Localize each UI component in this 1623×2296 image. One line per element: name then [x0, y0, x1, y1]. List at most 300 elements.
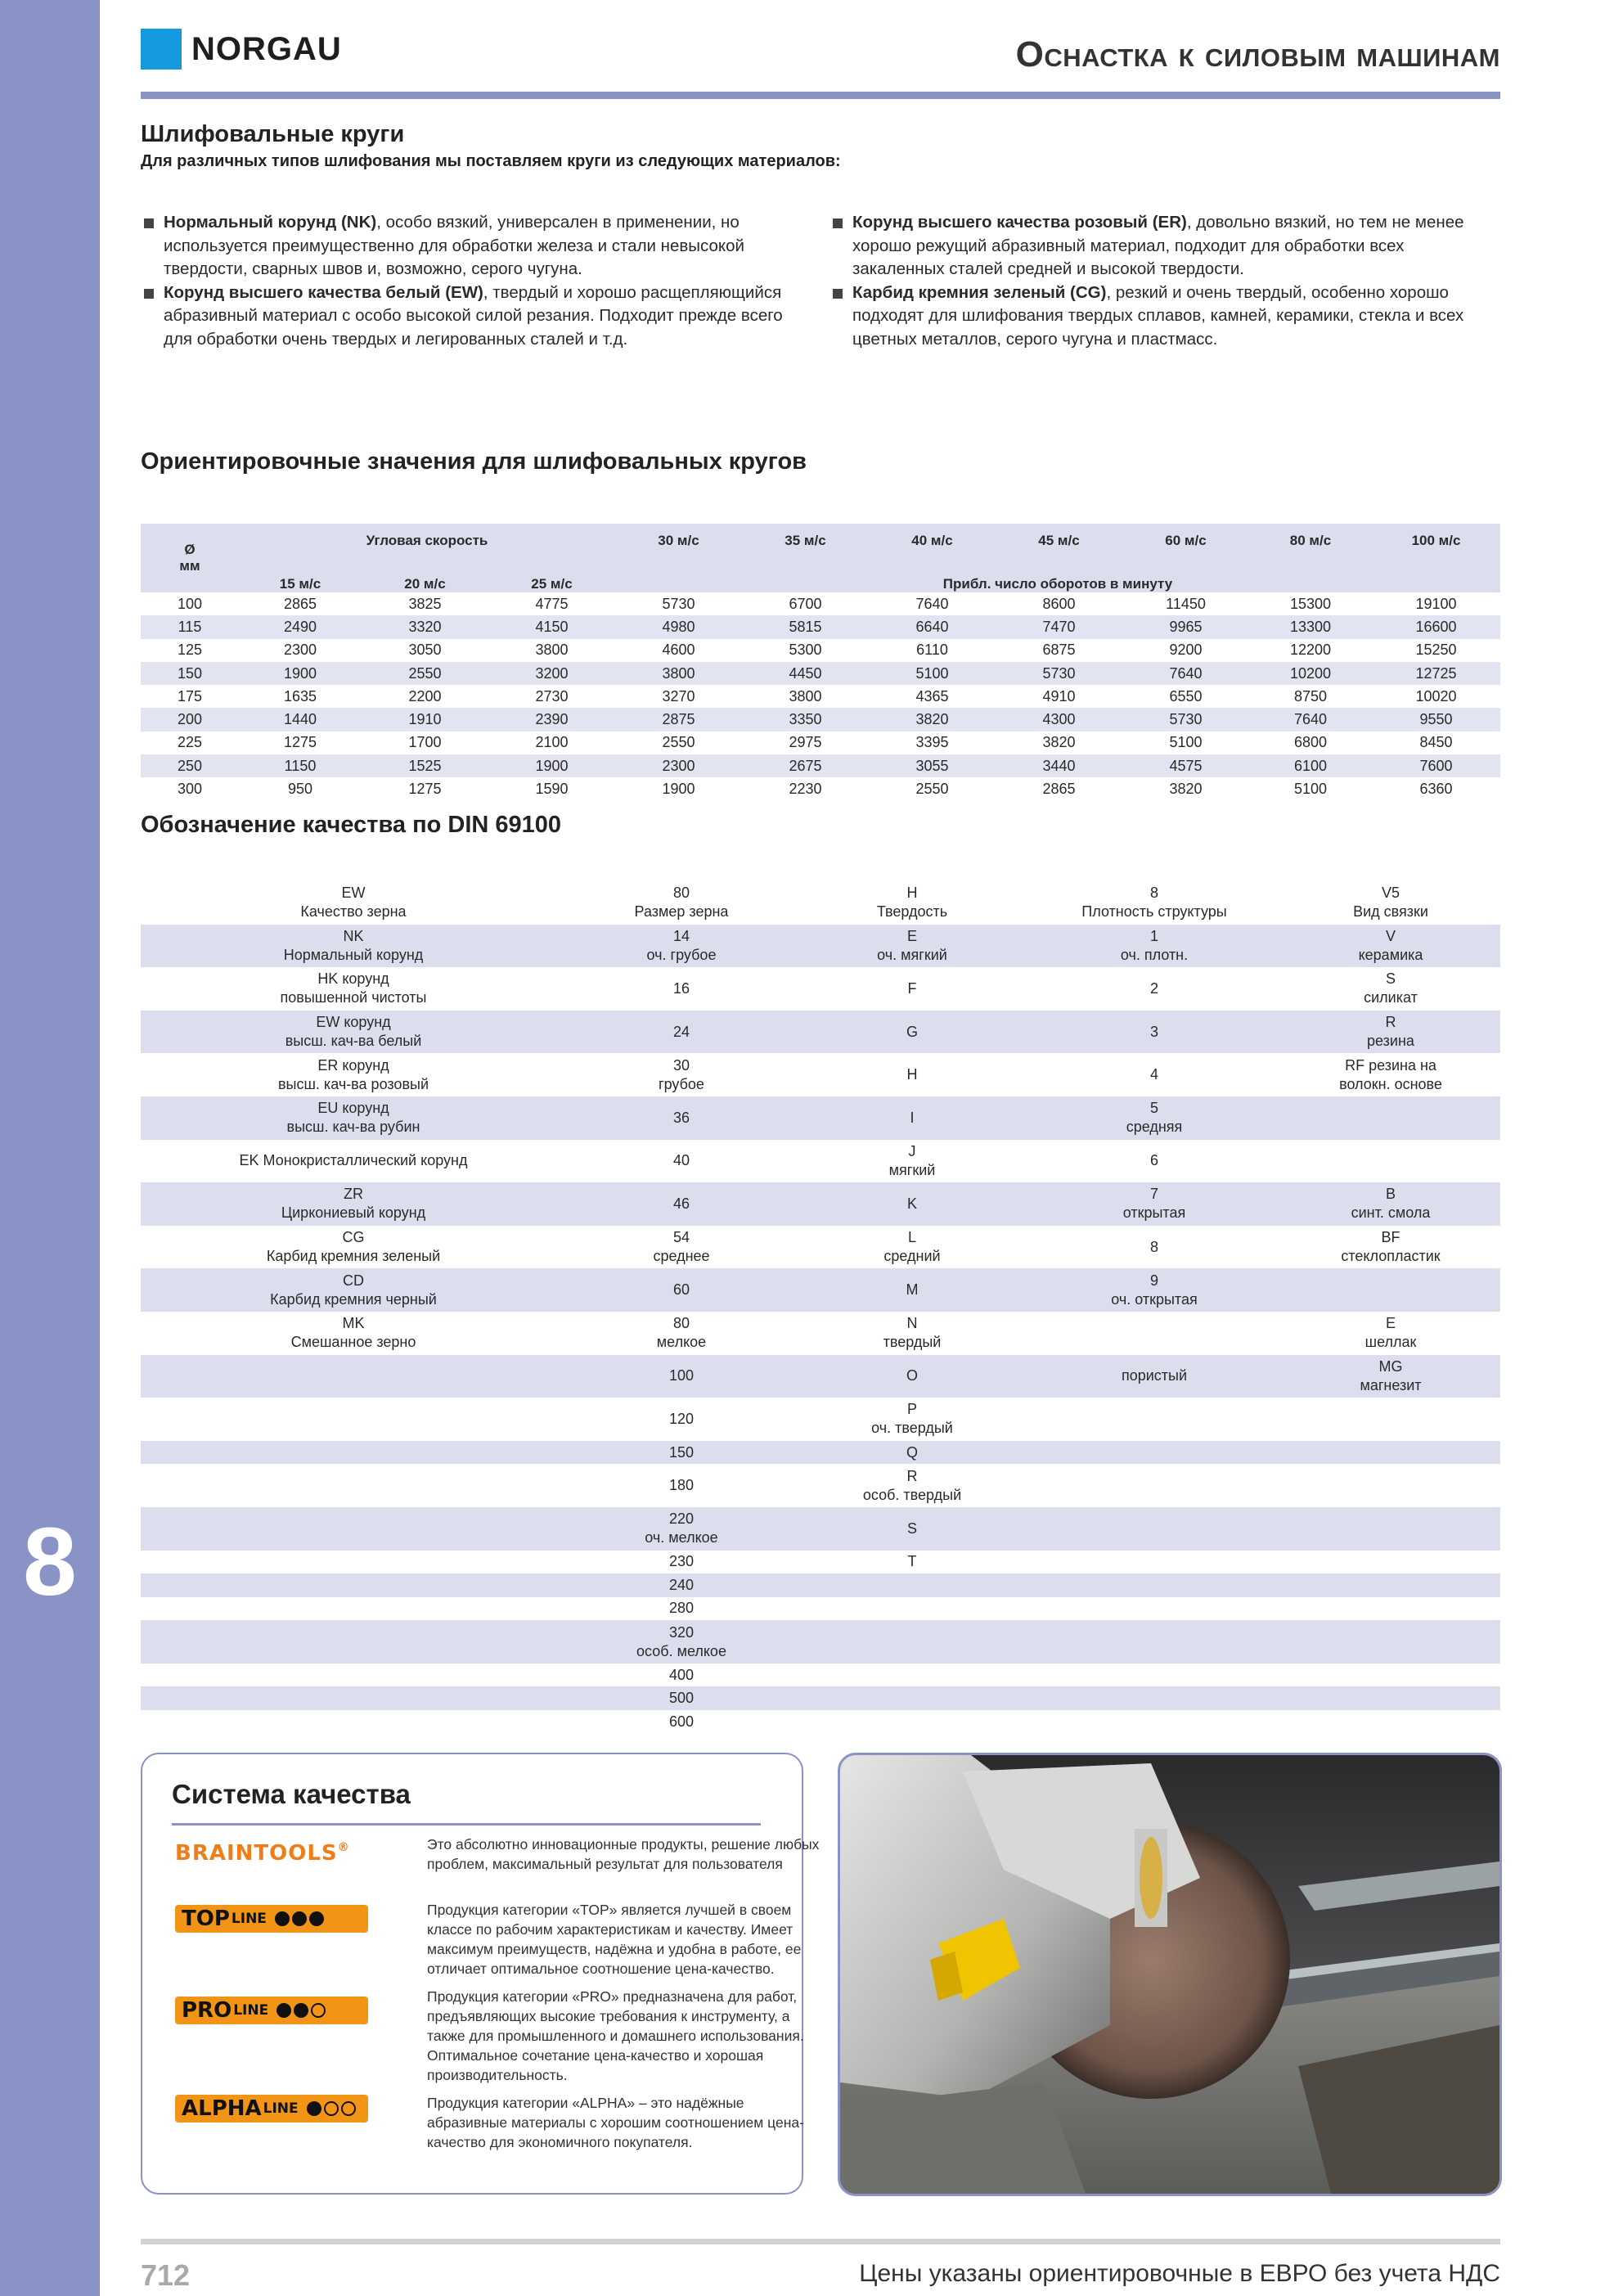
table-row [141, 615, 1500, 638]
structure-cell [1027, 1507, 1281, 1551]
table-row [141, 1182, 1500, 1226]
rpm-cell: 2100 [535, 734, 569, 751]
structure-cell: пористый [1027, 1355, 1281, 1398]
rpm-cell: 15300 [1289, 595, 1332, 612]
grain-size-cell: 100 [566, 1355, 797, 1398]
hardness-cell [797, 1686, 1027, 1710]
rpm-cell: 4980 [615, 615, 742, 638]
bond-cell [1281, 1597, 1500, 1621]
bond-cell: R резина [1281, 1011, 1500, 1054]
grain-size-cell: 24 [566, 1011, 797, 1054]
rpm-cell: 6360 [1419, 781, 1453, 798]
rpm-cell: 7600 [1372, 754, 1500, 777]
hardness-cell: I [797, 1096, 1027, 1140]
bullet-square-icon [833, 218, 843, 228]
hardness-cell: T [907, 1553, 917, 1570]
structure-cell [1027, 1663, 1281, 1687]
bond-cell [1281, 1663, 1500, 1687]
diameter-cell: 300 [177, 781, 203, 798]
rpm-cell: 7640 [1249, 708, 1372, 731]
rpm-cell: 5815 [742, 615, 869, 638]
rpm-cell: 4600 [662, 642, 695, 659]
rpm-cell: 5100 [1293, 781, 1328, 798]
rpm-cell: 3055 [869, 754, 996, 777]
quality-system-box [141, 1753, 820, 2195]
rpm-cell: 5730 [996, 662, 1122, 685]
structure-cell [1027, 1686, 1281, 1710]
quality-text: Продукция категории «TOP» является лучшей в своем классе по рабочим характеристикам и качеству. Имеет максимум преимуществ, надёжна и удобна в работе, ее отличает оптимальное соотношение цена-качество. [427, 1902, 802, 1977]
rpm-cell: 1700 [408, 734, 442, 751]
quality-title: Система качества [172, 1779, 411, 1809]
rpm-cell: 1275 [408, 781, 442, 798]
material-bullet: Нормальный корунд (NK), особо вязкий, универсален в применении, но используется преимущественно для обработки железа и стали невысокой твердости, сварных швов и, возможно, серого чугуна. [141, 211, 812, 281]
hardness-cell [797, 1573, 1027, 1597]
grain-quality-cell [141, 1441, 566, 1465]
rpm-cell: 1150 [239, 754, 362, 777]
grain-quality-cell [141, 1573, 566, 1597]
rpm-cell: 1900 [239, 662, 362, 685]
rpm-cell: 6800 [1293, 734, 1328, 751]
table-row [141, 1053, 1500, 1096]
structure-cell: 9 оч. открытая [1027, 1268, 1281, 1312]
rpm-cell: 6875 [1042, 642, 1076, 659]
rpm-cell: 9550 [1372, 708, 1500, 731]
rpm-cell: 3825 [408, 595, 442, 612]
header-divider [141, 92, 1500, 99]
grain-size-cell: 80 мелкое [656, 1315, 707, 1351]
rpm-cell: 4150 [488, 615, 615, 638]
table-row [141, 1464, 1500, 1507]
hardness-cell: S [797, 1507, 1027, 1551]
bond-cell: E шеллак [1364, 1315, 1417, 1351]
rating-dot-icon [292, 1911, 307, 1926]
brand-logo [141, 29, 342, 70]
speed-header: 40 м/с [869, 524, 996, 558]
grain-quality-cell [141, 1464, 566, 1507]
structure-cell [1027, 1573, 1281, 1597]
rpm-cell: 12725 [1372, 662, 1500, 685]
rating-dot-icon [307, 2101, 321, 2116]
diameter-cell: 115 [141, 615, 239, 638]
rpm-cell: 4910 [1042, 687, 1076, 705]
rating-dot-icon [324, 2101, 339, 2116]
rating-dot-icon [311, 2003, 326, 2018]
rpm-cell: 7640 [1122, 662, 1249, 685]
grain-size-cell: 30 грубое [659, 1056, 704, 1092]
grain-quality-cell [141, 1355, 566, 1398]
grain-quality-cell: EU корунд высш. кач-ва рубин [141, 1096, 566, 1140]
rpm-cell: 2390 [488, 708, 615, 731]
grain-size-cell: 150 [566, 1441, 797, 1465]
structure-cell [1027, 1464, 1281, 1507]
chapter-title: Оснастка к силовым машинам [1015, 34, 1500, 74]
grain-quality-cell [141, 1663, 566, 1687]
materials-list-left [141, 211, 812, 351]
rpm-cell: 10020 [1415, 687, 1457, 705]
structure-cell: 8 [1149, 1238, 1158, 1255]
bond-cell: MG магнезит [1281, 1355, 1500, 1398]
table-row [141, 1226, 1500, 1269]
rpm-cell: 13300 [1249, 615, 1372, 638]
material-bullet: Карбид кремния зеленый (CG), резкий и очень твердый, особенно хорошо подходят для шлифования твердых сплавов, камней, керамики, стекла и всех цветных металлов, серого чугуна и пластмасс. [829, 281, 1500, 352]
rpm-cell: 8600 [1042, 595, 1076, 612]
structure-cell: 6 [1149, 1152, 1158, 1169]
hardness-cell [797, 1597, 1027, 1621]
rpm-cell: 1525 [362, 754, 488, 777]
rpm-cell: 2300 [615, 754, 742, 777]
rpm-cell: 11450 [1166, 595, 1206, 612]
bond-cell [1281, 1507, 1500, 1551]
grain-quality-cell: CD Карбид кремния черный [141, 1268, 566, 1312]
hardness-cell: R особ. твердый [862, 1467, 962, 1503]
grain-size-cell: 14 оч. грубое [566, 925, 797, 968]
rpm-cell: 3320 [362, 615, 488, 638]
rating-dot-icon [341, 2101, 356, 2116]
table-row [141, 777, 1500, 800]
diameter-cell: 125 [177, 642, 203, 659]
structure-cell [1027, 1398, 1281, 1441]
diameter-cell: 250 [141, 754, 239, 777]
grain-size-cell: 280 [668, 1600, 695, 1617]
bond-cell: B синт. смола [1281, 1182, 1500, 1226]
bond-cell [1281, 1620, 1500, 1663]
structure-cell: 5 средняя [1027, 1096, 1281, 1140]
speed-header: 80 м/с [1249, 524, 1372, 558]
chapter-number: 8 [23, 1508, 77, 1616]
structure-cell [1027, 1312, 1281, 1355]
speed-header: 25 м/с [488, 558, 615, 592]
rpm-cell: 4775 [535, 595, 569, 612]
section-title-wheels: Шлифовальные круги [141, 121, 405, 147]
speed-header: 35 м/с [742, 524, 869, 558]
proline-logo: PRO LINE [175, 1997, 368, 2024]
hardness-cell [797, 1620, 1027, 1663]
rating-dot-icon [275, 1911, 290, 1926]
rpm-cell: 5300 [789, 642, 822, 659]
hardness-cell: O [797, 1355, 1027, 1398]
din-table [141, 881, 1500, 1734]
table-row [141, 662, 1500, 685]
grain-quality-cell: CG Карбид кремния зеленый [266, 1229, 441, 1265]
table-row [141, 1620, 1500, 1663]
rpm-cell: 4300 [996, 708, 1122, 731]
diameter-cell: 200 [141, 708, 239, 731]
table-row [141, 1011, 1500, 1054]
rpm-cell: 5730 [1122, 708, 1249, 731]
speed-header: 15 м/с [239, 558, 362, 592]
diameter-cell: 175 [177, 687, 203, 705]
table-row [141, 1686, 1500, 1710]
grain-quality-cell: NK Нормальный корунд [141, 925, 566, 968]
rpm-cell: 3820 [869, 708, 996, 731]
section-title-speeds: Ориентировочные значения для шлифовальных кругов [141, 448, 807, 475]
hardness-cell: K [797, 1182, 1027, 1226]
grain-size-cell: 400 [668, 1666, 695, 1683]
table-row [141, 881, 1500, 925]
rpm-cell: 10200 [1249, 662, 1372, 685]
diameter-cell: 150 [141, 662, 239, 685]
hardness-cell: E оч. мягкий [797, 925, 1027, 968]
hardness-cell [797, 1663, 1027, 1687]
rpm-cell: 2875 [615, 708, 742, 731]
table-row [141, 1140, 1500, 1183]
table-row [141, 1573, 1500, 1597]
rpm-cell: 2865 [283, 595, 317, 612]
structure-cell [1027, 1441, 1281, 1465]
structure-cell [1027, 1620, 1281, 1663]
diam-unit: мм [141, 558, 239, 592]
grain-quality-cell: HK корунд повышенной чистоты [280, 970, 427, 1006]
bullet-square-icon [144, 218, 154, 228]
bond-cell [1281, 1464, 1500, 1507]
materials-list-right [829, 211, 1500, 351]
sidebar-band [0, 0, 100, 2296]
grain-quality-cell [141, 1686, 566, 1710]
topline-logo: TOP LINE [175, 1905, 368, 1933]
bond-cell: S силикат [1364, 970, 1418, 1006]
section-title-din: Обозначение качества по DIN 69100 [141, 812, 562, 838]
structure-cell: 7 открытая [1027, 1182, 1281, 1226]
grain-size-cell: 80 Размер зерна [634, 885, 729, 921]
bullet-square-icon [833, 289, 843, 299]
grain-quality-cell [141, 1597, 566, 1621]
bond-cell [1281, 1140, 1500, 1183]
footer-divider [141, 2239, 1500, 2244]
bond-cell: RF резина на волокн. основе [1339, 1056, 1442, 1092]
quality-text: Продукция категории «PRO» предназначена для работ, предъявляющих высокие требования к инструменту, а также для промышленного и домашнего использования. Оптимальное сочетание цена-качество и хорошая производительность. [427, 1988, 804, 2083]
grain-quality-cell: EW корунд высш. кач-ва белый [141, 1011, 566, 1054]
grain-size-cell: 230 [668, 1553, 695, 1570]
bond-cell [1281, 1268, 1500, 1312]
bond-cell [1281, 1710, 1500, 1734]
bond-cell: V керамика [1281, 925, 1500, 968]
bond-cell [1281, 1551, 1500, 1574]
quality-divider [172, 1823, 761, 1826]
hardness-cell: H Твердость [876, 885, 948, 921]
grain-quality-cell [141, 1620, 566, 1663]
hardness-cell [797, 1710, 1027, 1734]
rpm-cell: 4365 [915, 687, 949, 705]
rpm-cell: 9200 [1169, 642, 1203, 659]
table-row [141, 967, 1500, 1011]
hardness-cell: M [797, 1268, 1027, 1312]
rpm-cell: 6550 [1169, 687, 1203, 705]
braintools-logo: BRAINTOOLS® [175, 1841, 350, 1866]
structure-cell: 3 [1027, 1011, 1281, 1054]
table-row [141, 1441, 1500, 1465]
rpm-cell: 6110 [916, 642, 948, 659]
grain-quality-cell [141, 1551, 566, 1574]
hardness-cell: N твердый [883, 1315, 942, 1351]
bond-cell: BF стеклопластик [1341, 1229, 1441, 1265]
speed-header: 60 м/с [1122, 524, 1249, 558]
table-row [141, 685, 1500, 708]
rpm-cell: 3395 [915, 734, 949, 751]
grain-size-cell: 46 [566, 1182, 797, 1226]
grain-size-cell: 240 [566, 1573, 797, 1597]
section-subtitle: Для различных типов шлифования мы поставляем круги из следующих материалов: [141, 152, 841, 170]
rpm-cell: 16600 [1372, 615, 1500, 638]
structure-cell: 1 оч. плотн. [1027, 925, 1281, 968]
table-row [141, 1268, 1500, 1312]
table-row [141, 1312, 1500, 1355]
rpm-cell: 3800 [535, 642, 569, 659]
table-row [141, 1597, 1500, 1621]
grain-quality-cell [141, 1507, 566, 1551]
rpm-cell: 1275 [283, 734, 317, 751]
grain-quality-cell [141, 1710, 566, 1734]
rpm-cell: 2550 [915, 781, 949, 798]
hardness-cell: J мягкий [888, 1142, 936, 1178]
grain-quality-cell: EW Качество зерна [300, 885, 407, 921]
grain-size-cell: 120 [668, 1410, 695, 1427]
rpm-cell: 1635 [283, 687, 317, 705]
rpm-header: Прибл. число оборотов в минуту [615, 558, 1500, 592]
rpm-cell: 2675 [742, 754, 869, 777]
rpm-cell: 2550 [362, 662, 488, 685]
rating-dot-icon [294, 2003, 308, 2018]
page-number: 712 [141, 2258, 191, 2292]
table-row [141, 732, 1500, 754]
rpm-cell: 6700 [789, 595, 822, 612]
rpm-cell: 3270 [662, 687, 695, 705]
grain-quality-cell [141, 1398, 566, 1441]
diam-header: Ø [141, 524, 239, 558]
rpm-cell: 8450 [1419, 734, 1453, 751]
hardness-cell: Q [797, 1441, 1027, 1465]
rpm-cell: 6640 [869, 615, 996, 638]
rpm-cell: 2730 [535, 687, 569, 705]
rpm-cell: 3440 [996, 754, 1122, 777]
rpm-cell: 3800 [789, 687, 822, 705]
rpm-cell: 1900 [662, 781, 695, 798]
table-row [141, 639, 1500, 662]
rpm-cell: 2975 [789, 734, 822, 751]
table-row [141, 1507, 1500, 1551]
logo-text: NORGAU [191, 30, 342, 67]
table-row [141, 1096, 1500, 1140]
grinder-photo [838, 1753, 1502, 2196]
structure-cell [1027, 1597, 1281, 1621]
rpm-cell: 3820 [1042, 734, 1076, 751]
logo-square-icon [141, 29, 182, 70]
grain-quality-cell: ZR Циркониевый корунд [141, 1182, 566, 1226]
table-row [141, 592, 1500, 615]
rpm-cell: 19100 [1415, 595, 1457, 612]
diameter-cell: 225 [177, 734, 203, 751]
grain-size-cell: 500 [566, 1686, 797, 1710]
table-row [141, 708, 1500, 731]
rpm-cell: 1440 [239, 708, 362, 731]
rpm-cell: 6100 [1249, 754, 1372, 777]
grain-size-cell: 60 [566, 1268, 797, 1312]
table-row [141, 925, 1500, 968]
grain-size-cell: 54 среднее [653, 1229, 710, 1265]
grain-quality-cell: MK Смешанное зерно [290, 1315, 416, 1351]
rpm-cell: 1910 [362, 708, 488, 731]
bond-cell [1281, 1441, 1500, 1465]
hardness-cell: G [797, 1011, 1027, 1054]
speed-table [141, 524, 1500, 801]
speed-header: 30 м/с [615, 524, 742, 558]
speed-header: 100 м/с [1372, 524, 1500, 558]
bond-cell [1281, 1686, 1500, 1710]
rpm-cell: 950 [287, 781, 313, 798]
rpm-cell: 2200 [408, 687, 442, 705]
angular-speed-header: Угловая скорость [239, 524, 615, 558]
grain-size-cell: 180 [668, 1477, 695, 1494]
rpm-cell: 3350 [742, 708, 869, 731]
grain-size-cell: 16 [672, 979, 690, 997]
rating-dot-icon [309, 1911, 324, 1926]
grain-size-cell: 600 [668, 1713, 695, 1730]
grain-quality-cell: EK Монокристаллический корунд [239, 1152, 468, 1169]
speed-header: 45 м/с [996, 524, 1122, 558]
rpm-cell: 5100 [1169, 734, 1203, 751]
grain-size-cell: 220 оч. мелкое [566, 1507, 797, 1551]
table-row [141, 754, 1500, 777]
table-row [141, 1710, 1500, 1734]
material-bullet: Корунд высшего качества белый (EW), твердый и хорошо расщепляющийся абразивный материал с особо высокой силой резания. Подходит прежде всего для обработки очень твердых и легированных сталей и т.д. [141, 281, 812, 352]
rpm-cell: 7470 [996, 615, 1122, 638]
grain-size-cell: 40 [672, 1152, 690, 1169]
rpm-cell: 3200 [488, 662, 615, 685]
grain-quality-cell: ER корунд высш. кач-ва розовый [277, 1056, 429, 1092]
table-row [141, 1551, 1500, 1574]
rpm-cell: 2300 [283, 642, 317, 659]
structure-cell: 4 [1149, 1066, 1158, 1083]
grain-size-cell: 36 [566, 1096, 797, 1140]
alphaline-logo: ALPHA LINE [175, 2095, 368, 2123]
rpm-cell: 7640 [915, 595, 949, 612]
grain-size-cell: 320 особ. мелкое [566, 1620, 797, 1663]
bond-cell [1281, 1573, 1500, 1597]
rpm-cell: 2865 [1042, 781, 1076, 798]
rpm-cell: 15250 [1415, 642, 1457, 659]
diameter-cell: 100 [177, 595, 203, 612]
rpm-cell: 3050 [408, 642, 442, 659]
table-row [141, 1663, 1500, 1687]
rpm-cell: 2490 [239, 615, 362, 638]
rpm-cell: 3820 [1169, 781, 1203, 798]
rpm-cell: 4575 [1122, 754, 1249, 777]
rating-dot-icon [276, 2003, 291, 2018]
price-note: Цены указаны ориентировочные в ЕВРО без учета НДС [859, 2260, 1500, 2287]
bond-cell [1281, 1398, 1500, 1441]
table-row [141, 1398, 1500, 1441]
structure-cell [1027, 1710, 1281, 1734]
rpm-cell: 2550 [662, 734, 695, 751]
rpm-cell: 4450 [742, 662, 869, 685]
quality-text: Это абсолютно инновационные продукты, решение любых проблем, максимальный результат для пользователя [427, 1836, 820, 1872]
bullet-square-icon [144, 289, 154, 299]
structure-cell: 2 [1149, 979, 1158, 997]
rpm-cell: 5730 [662, 595, 695, 612]
quality-text: Продукция категории «ALPHA» – это надёжные абразивные материалы с хорошим соотношением цена-качество для экономичного покупателя. [427, 2095, 804, 2150]
rpm-cell: 1590 [535, 781, 569, 798]
bond-cell: V5 Вид связки [1353, 885, 1428, 921]
table-row [141, 1355, 1500, 1398]
speed-header: 20 м/с [362, 558, 488, 592]
rpm-cell: 8750 [1293, 687, 1328, 705]
rpm-cell: 1900 [488, 754, 615, 777]
structure-cell [1027, 1551, 1281, 1574]
hardness-cell: L средний [883, 1229, 941, 1265]
material-bullet: Корунд высшего качества розовый (ER), довольно вязкий, но тем не менее хорошо режущий абразивный материал, подходит для обработки всех закаленных сталей средней и высокой твердости. [829, 211, 1500, 281]
hardness-cell: H [906, 1066, 918, 1083]
rpm-cell: 5100 [869, 662, 996, 685]
hardness-cell: F [907, 979, 917, 997]
